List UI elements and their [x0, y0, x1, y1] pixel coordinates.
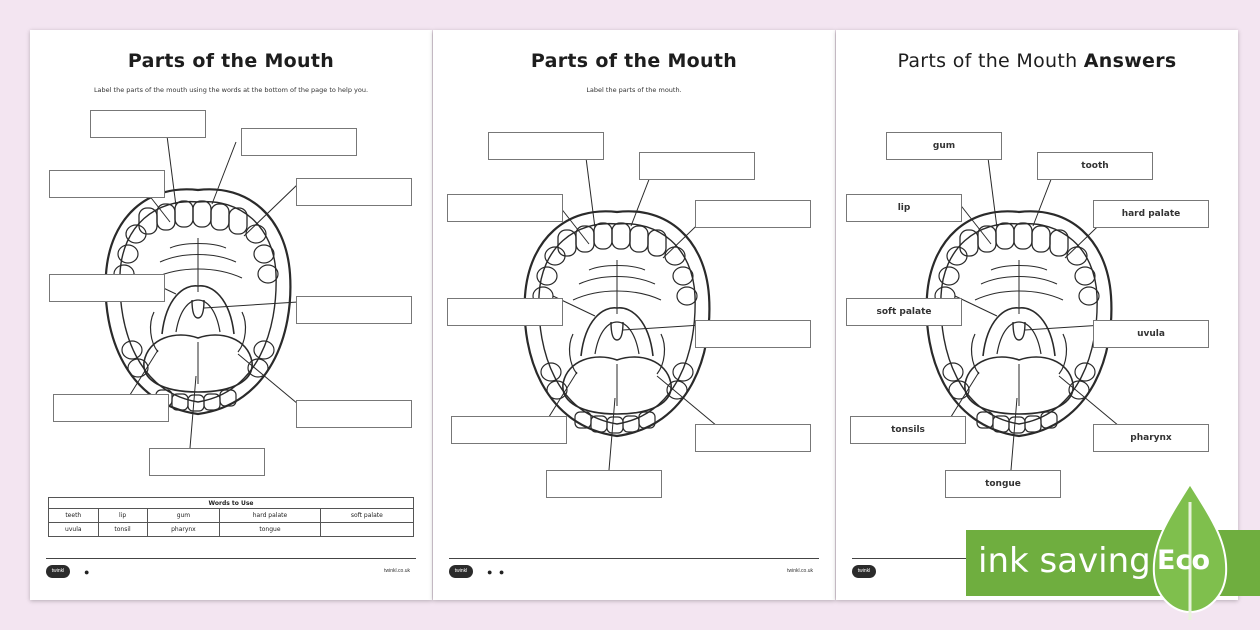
label-box-hard-palate[interactable] [695, 200, 811, 228]
label-box-lip[interactable]: lip [846, 194, 962, 222]
worksheet-page-1 [30, 30, 432, 600]
title-text: Parts of the Mouth [897, 50, 1084, 72]
instructions: Label the parts of the mouth using the words at the bottom of the page to help you. [93, 86, 369, 94]
footer-divider [449, 558, 819, 559]
label-box-hard-palate[interactable] [296, 178, 412, 206]
footer-site: twinkl.co.uk [384, 568, 410, 574]
label-box-tongue[interactable] [149, 448, 265, 476]
label-box-uvula[interactable] [695, 320, 811, 348]
page-level-dots: ● ● [487, 567, 507, 577]
label-box-pharynx[interactable]: pharynx [1093, 424, 1209, 452]
label-box-tooth[interactable] [241, 128, 357, 156]
eco-label: Eco [1157, 545, 1210, 576]
word-cell: gum [147, 509, 220, 523]
words-to-use-table [48, 497, 414, 537]
twinkl-logo: twinkl [46, 565, 70, 578]
label-box-pharynx[interactable] [695, 424, 811, 452]
label-box-tonsils[interactable] [451, 416, 567, 444]
table-row [49, 523, 414, 537]
label-box-soft-palate[interactable] [447, 298, 563, 326]
label-box-lip[interactable] [49, 170, 165, 198]
label-box-tooth[interactable]: tooth [1037, 152, 1153, 180]
word-cell: lip [98, 509, 147, 523]
word-cell: tongue [220, 523, 320, 537]
ink-saving-text: ink saving [978, 541, 1151, 581]
label-box-tonsils[interactable]: tonsils [850, 416, 966, 444]
table-header: Words to Use [49, 498, 414, 509]
label-box-hard-palate[interactable]: hard palate [1093, 200, 1209, 228]
label-box-soft-palate[interactable] [49, 274, 165, 302]
label-box-gum[interactable] [90, 110, 206, 138]
label-box-gum[interactable]: gum [886, 132, 1002, 160]
mouth-diagram [30, 30, 432, 500]
label-box-soft-palate[interactable]: soft palate [846, 298, 962, 326]
mouth-diagram [433, 30, 835, 530]
label-box-tongue[interactable]: tongue [945, 470, 1061, 498]
label-box-uvula[interactable] [296, 296, 412, 324]
label-box-lip[interactable] [447, 194, 563, 222]
word-cell: uvula [49, 523, 99, 537]
footer-site: twinkl.co.uk [787, 568, 813, 574]
label-box-uvula[interactable]: uvula [1093, 320, 1209, 348]
word-cell: pharynx [147, 523, 220, 537]
label-box-gum[interactable] [488, 132, 604, 160]
twinkl-logo: twinkl [449, 565, 473, 578]
word-cell: teeth [49, 509, 99, 523]
word-cell [320, 523, 413, 537]
twinkl-logo: twinkl [852, 565, 876, 578]
title-answers-text: Answers [1083, 50, 1177, 72]
mouth-diagram [836, 30, 1238, 530]
page-title: Parts of the Mouth [530, 50, 738, 72]
label-box-pharynx[interactable] [296, 400, 412, 428]
word-cell: hard palate [220, 509, 320, 523]
footer-divider [46, 558, 416, 559]
table-row [49, 509, 414, 523]
instructions: Label the parts of the mouth. [586, 86, 682, 94]
label-box-tongue[interactable] [546, 470, 662, 498]
label-box-tooth[interactable] [639, 152, 755, 180]
page-level-dots: ● [84, 567, 92, 577]
worksheet-page-2 [433, 30, 835, 600]
word-cell: soft palate [320, 509, 413, 523]
label-box-tonsils[interactable] [53, 394, 169, 422]
page-title: Parts of the Mouth [127, 50, 335, 72]
word-cell: tonsil [98, 523, 147, 537]
